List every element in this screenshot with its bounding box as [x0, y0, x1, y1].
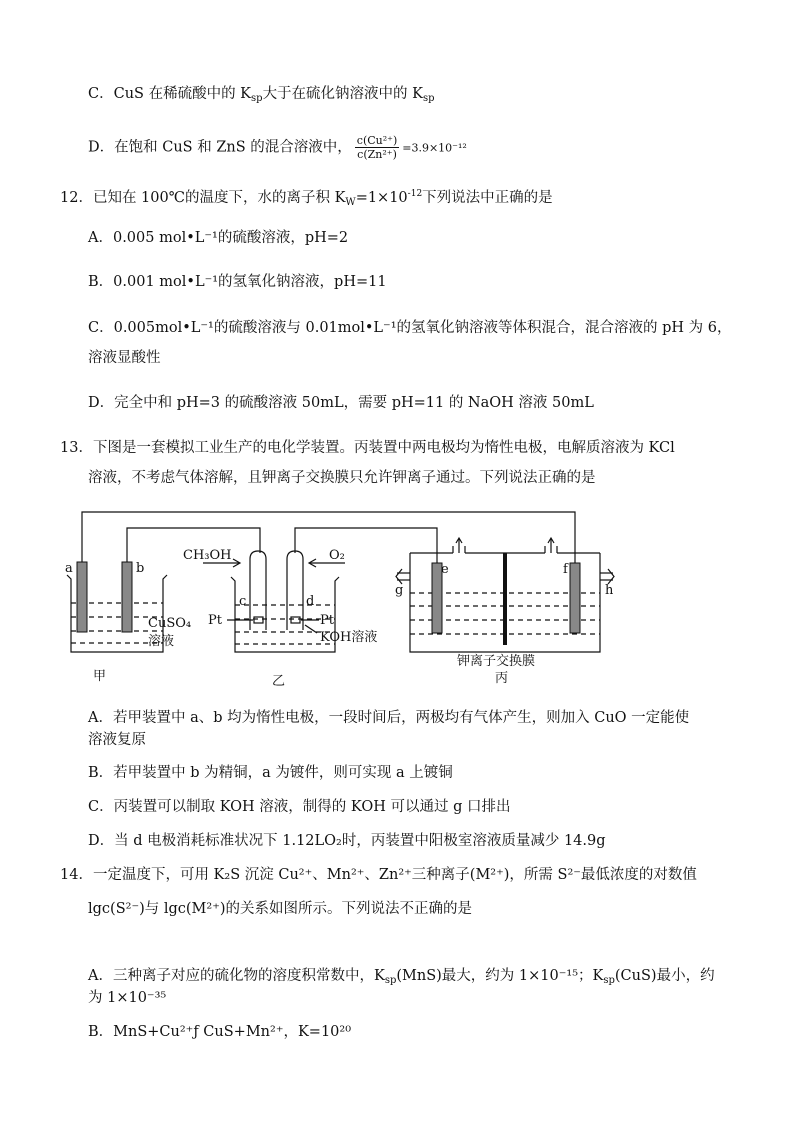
q14-option-a-line2: 为 1×10⁻³⁵: [88, 990, 167, 1006]
q12-option-c-line1: C．0.005mol•L⁻¹的硫酸溶液与 0.01mol•L⁻¹的氢氧化钠溶液等体积混合，混合溶液的 pH 为 6，: [88, 320, 732, 336]
label-ch3oh: CH₃OH: [183, 548, 232, 563]
electrochemistry-apparatus-figure: [55, 505, 625, 690]
label-o2: O₂: [329, 548, 345, 563]
q12-option-d: D．完全中和 pH=3 的硫酸溶液 50mL，需要 pH=11 的 NaOH 溶液 50mL: [88, 395, 594, 411]
wire-d-to-e: [295, 528, 437, 563]
pt-electrode-right: [291, 617, 300, 623]
label-b: b: [136, 561, 145, 576]
q12-option-a: A．0.005 mol•L⁻¹的硫酸溶液，pH=2: [88, 230, 349, 246]
label-h: h: [605, 583, 614, 598]
q13-option-a-line1: A．若甲装置中 a、b 均为惰性电极，一段时间后，两极均有气体产生，则加入 CuO 一定能使: [88, 710, 690, 726]
q13-stem-line1: 13．下图是一套模拟工业生产的电化学装置。丙装置中两电极均为惰性电极，电解质溶液为 KCl: [60, 440, 675, 456]
label-a: a: [65, 561, 73, 576]
q11-option-d: D．在饱和 CuS 和 ZnS 的混合溶液中， $\frac{\text{c(Cu²⁺)}}{\text{c(Zn²⁺)}}$ =3.9×10⁻¹²: [88, 134, 467, 161]
label-g: g: [395, 583, 404, 598]
q12-option-b: B．0.001 mol•L⁻¹的氢氧化钠溶液，pH=11: [88, 274, 387, 290]
label-bing: 丙: [495, 671, 509, 686]
label-c: c: [239, 594, 247, 609]
q14-option-a-line1: A．三种离子对应的硫化物的溶度积常数中，$K_{sp}(MnS)$最大，约为 1×10⁻¹⁵；$K_{sp}(CuS)$最小，约: [88, 968, 715, 986]
q13-option-a-line2: 溶液复原: [88, 732, 146, 748]
label-yi: 乙: [272, 674, 286, 689]
electrode-b: [122, 562, 132, 632]
q11-option-c: C．CuS 在稀硫酸中的 $K_{sp}$大于在硫化钠溶液中的 $K_{sp}$: [88, 86, 435, 104]
electrode-a: [77, 562, 87, 632]
concentration-fraction: $\frac{\text{c(Cu²⁺)}}{\text{c(Zn²⁺)}}$: [356, 134, 398, 161]
q13-option-b: B．若甲装置中 b 为精铜，a 为镀件，则可实现 a 上镀铜: [88, 765, 453, 781]
label-membrane: 钾离子交换膜: [457, 654, 536, 669]
q14-stem-line1: 14．一定温度下，可用 K₂S 沉淀 Cu²⁺、Mn²⁺、Zn²⁺三种离子(M²⁺)，所需 S²⁻最低浓度的对数值: [60, 867, 697, 883]
label-e: e: [441, 562, 449, 577]
q12-option-c-line2: 溶液显酸性: [88, 350, 161, 366]
label-d: d: [306, 594, 315, 609]
label-pt-left: Pt: [208, 613, 222, 628]
q14-stem-line2: lgc(S²⁻)与 lgc(M²⁺)的关系如图所示。下列说法不正确的是: [88, 901, 473, 917]
label-pt-right: Pt: [320, 613, 334, 628]
q13-stem-line2: 溶液，不考虑气体溶解，且钾离子交换膜只允许钾离子通过。下列说法正确的是: [88, 470, 596, 486]
label-jia: 甲: [93, 669, 107, 684]
tube-c: [250, 551, 266, 630]
pt-electrode-left: [254, 617, 263, 623]
label-cuso4: CuSO₄: [148, 616, 192, 631]
label-koh: KOH溶液: [320, 630, 378, 645]
tube-d: [287, 551, 303, 630]
q13-option-d: D．当 d 电极消耗标准状况下 1.12LO₂时，丙装置中阳极室溶液质量减少 14.9g: [88, 833, 606, 849]
label-f: f: [563, 562, 568, 577]
q13-option-c: C．丙装置可以制取 KOH 溶液，制得的 KOH 可以通过 g 口排出: [88, 799, 511, 815]
label-solution: 溶液: [148, 634, 175, 649]
q12-stem: 12．已知在 100℃的温度下，水的离子积 $K_W=1\times 10^{-12}$下列说法中正确的是: [60, 189, 553, 208]
q14-option-b: B．MnS+Cu²⁺ƒ CuS+Mn²⁺，K=10²⁰: [88, 1024, 352, 1040]
electrode-f: [570, 563, 580, 633]
